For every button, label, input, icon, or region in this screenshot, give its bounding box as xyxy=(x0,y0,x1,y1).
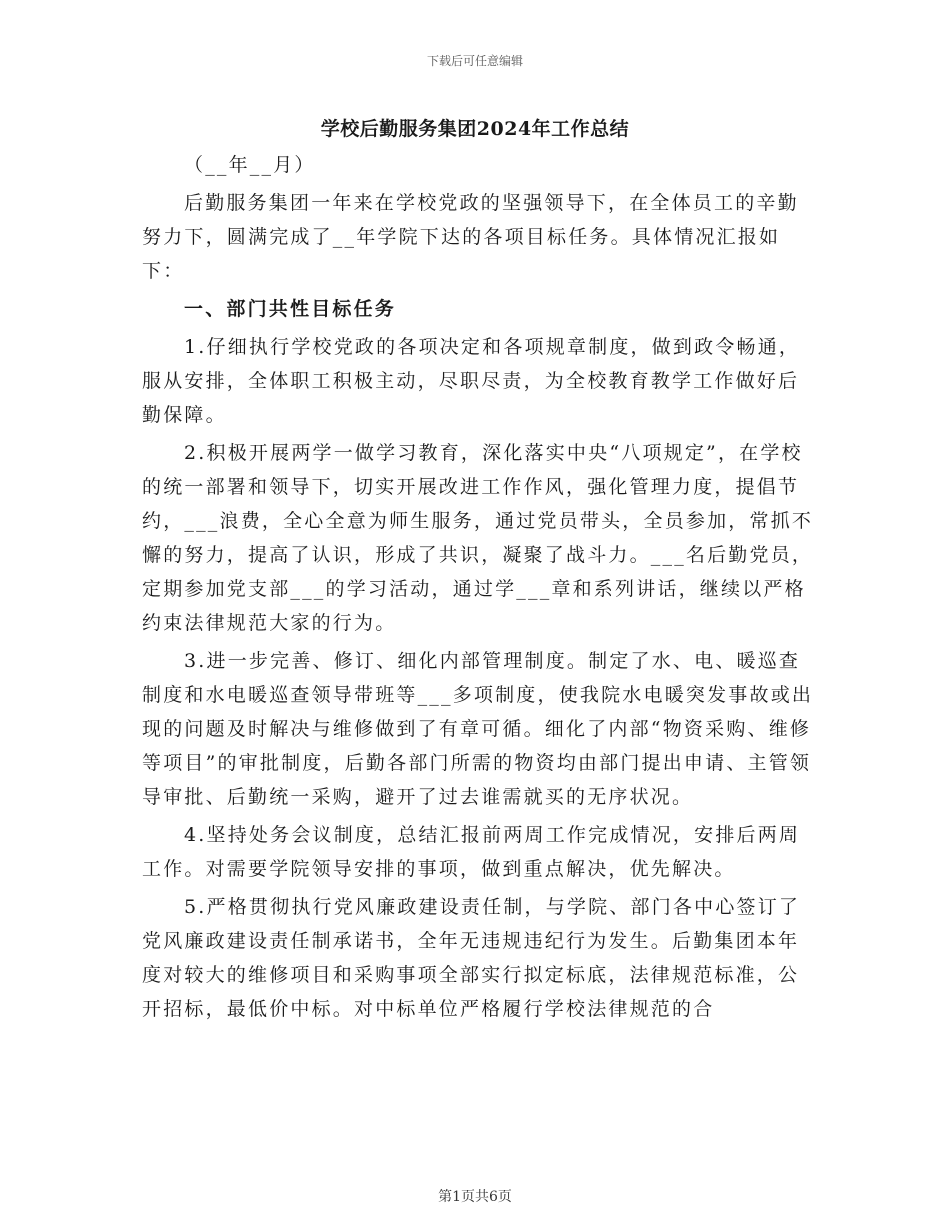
document-body xyxy=(142,148,814,1030)
item-paragraph-4: 4.坚持处务会议制度，总结汇报前两周工作完成情况，安排后两周工作。对需要学院领导安排的事项，做到重点解决，优先解决。 xyxy=(142,824,801,880)
date-line: （__年__月） xyxy=(184,154,316,176)
item-paragraph-3: 3.进一步完善、修订、细化内部管理制度。制定了水、电、暖巡查制度和水电暖巡查领导带班等___多项制度，使我院水电暖突发事故或出现的问题及时解决与维修做到了有章可循。细化了内部“物资采购、维修等项目”的审批制度，后勤各部门所需的物资均由部门提出申请、主管领导审批、后勤统一采购，避开了过去谁需就买的无序状况。 xyxy=(142,650,814,808)
page-header-note: 下载后可任意编辑 xyxy=(426,54,523,68)
item-paragraph-2: 2.积极开展两学一做学习教育，深化落实中央“八项规定”，在学校的统一部署和领导下，切实开展改进工作作风，强化管理力度，提倡节约，___浪费，全心全意为师生服务，通过党员带头，全员参加，常抓不懈的努力，提高了认识，形成了共识，凝聚了战斗力。___名后勤党员，定期参加党支部___的学习活动，通过学___章和系列讲话，继续以严格约束法律规范大家的行为。 xyxy=(142,442,814,634)
item-paragraph-5: 5.严格贯彻执行党风廉政建设责任制，与学院、部门各中心签订了党风廉政建设责任制承诺书，全年无违规违纪行为发生。后勤集团本年度对较大的维修项目和采购事项全部实行拟定标底，法律规范标准，公开招标，最低价中标。对中标单位严格履行学校法律规范的合 xyxy=(142,896,801,1020)
item-paragraph-1: 1.仔细执行学校党政的各项决定和各项规章制度，做到政令畅通，服从安排，全体职工积极主动，尽职尽责，为全校教育教学工作做好后勤保障。 xyxy=(142,336,801,426)
document-title: 学校后勤服务集团2024年工作总结 xyxy=(320,118,630,140)
page-number: 第1页共6页 xyxy=(438,1189,512,1205)
intro-paragraph: 后勤服务集团一年来在学校党政的坚强领导下，在全体员工的辛勤努力下，圆满完成了__年学院下达的各项目标任务。具体情况汇报如下： xyxy=(142,192,799,282)
section-heading: 一、部门共性目标任务 xyxy=(184,298,397,320)
